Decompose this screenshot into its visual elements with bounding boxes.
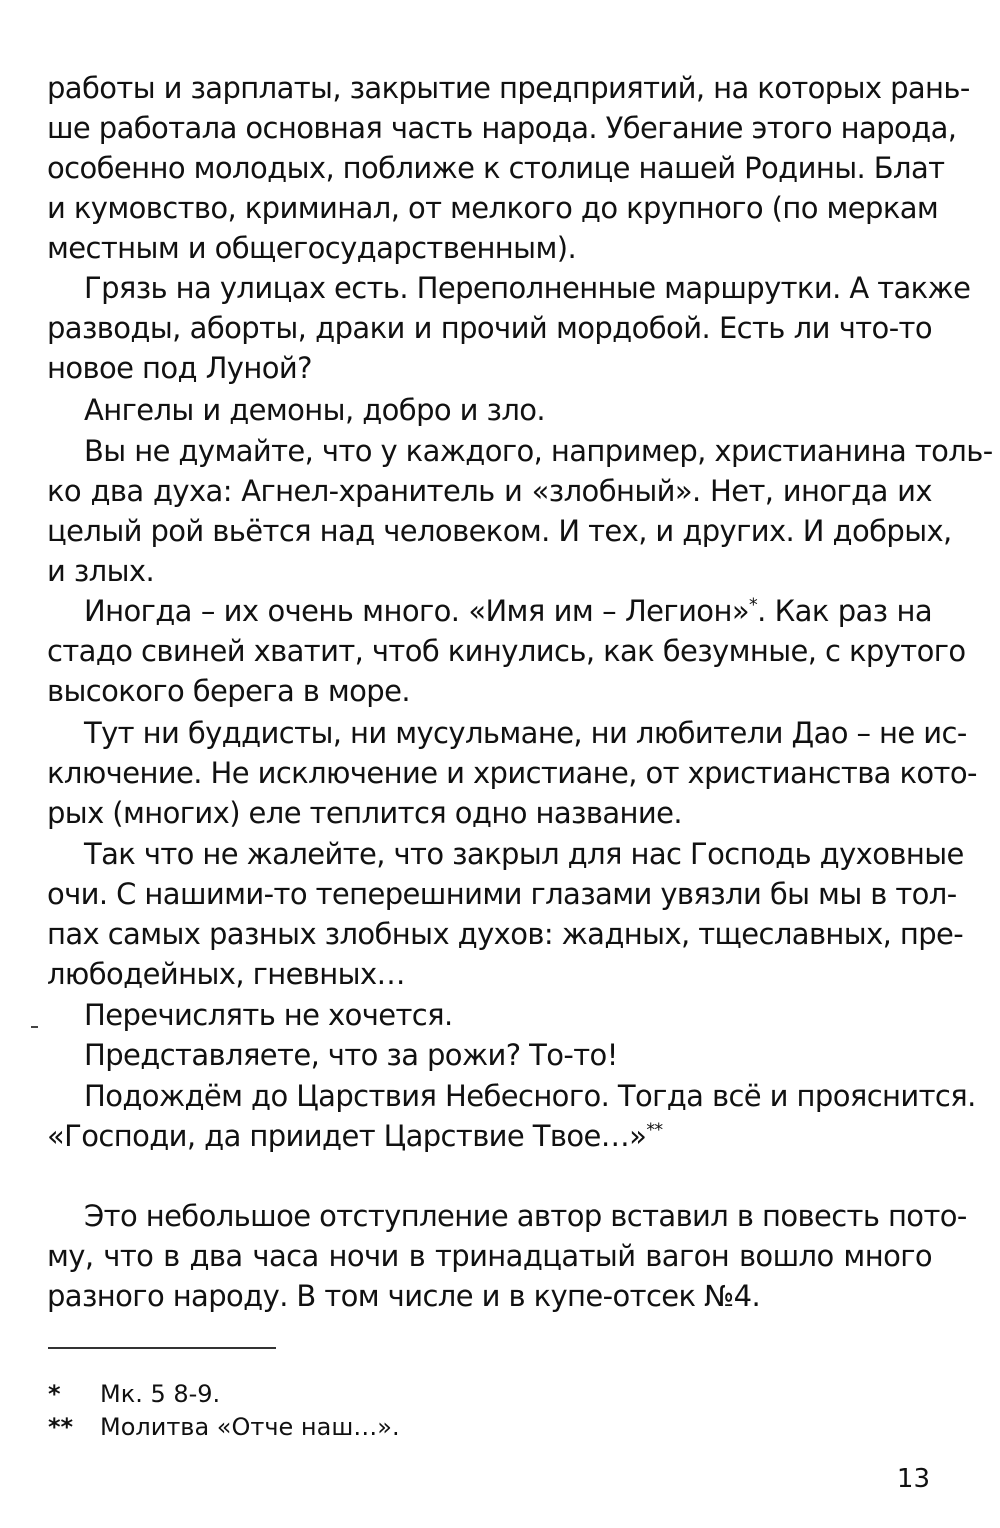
body-line: новое под Луной? xyxy=(47,351,312,385)
body-line: особенно молодых, поближе к столице нашей Родины. Блат xyxy=(47,151,945,185)
body-line: разводы, аборты, драки и прочий мордобой. Есть ли что-то xyxy=(47,311,932,345)
page-number: 13 xyxy=(896,1464,930,1494)
body-line: Перечислять не хочется. xyxy=(84,998,453,1032)
body-line: Грязь на улицах есть. Переполненные маршрутки. А также xyxy=(84,271,971,305)
body-line: работы и зарплаты, закрытие предприятий, на которых рань- xyxy=(47,71,970,105)
body-line: му, что в два часа ночи в тринадцатый вагон вошло много xyxy=(47,1239,932,1273)
body-line: Вы не думайте, что у каждого, например, христианина толь- xyxy=(84,434,993,468)
body-line: Подождём до Царствия Небесного. Тогда всё и прояснится. xyxy=(84,1079,976,1113)
body-line: ко два духа: Агнел-хранитель и «злобный». Нет, иногда их xyxy=(47,474,932,508)
body-line-legion xyxy=(84,591,932,631)
body-line: ше работала основная часть народа. Убегание этого народа, xyxy=(47,111,957,145)
body-line: и злых. xyxy=(47,554,155,588)
prayer-text: «Господи, да приидет Царствие Твое…» xyxy=(47,1119,647,1153)
footnote xyxy=(48,1411,400,1443)
footnote-mark: ** xyxy=(48,1413,74,1441)
scan-mark xyxy=(31,1026,38,1028)
body-line: очи. С нашими-то теперешними глазами увязли бы мы в тол- xyxy=(47,877,957,911)
footnote xyxy=(48,1378,220,1410)
body-line: высокого берега в море. xyxy=(47,674,410,708)
body-line: целый рой вьётся над человеком. И тех, и других. И добрых, xyxy=(47,514,952,548)
body-line: любодейных, гневных… xyxy=(47,957,405,991)
legion-text: Иногда – их очень много. «Имя им – Легион» xyxy=(84,594,749,628)
body-line: ключение. Не исключение и христиане, от христианства кото- xyxy=(47,756,977,790)
footnote-ref: * xyxy=(748,595,758,616)
body-line: Тут ни буддисты, ни мусульмане, ни любители Дао – не ис- xyxy=(84,716,967,750)
body-line: Представляете, что за рожи? То-то! xyxy=(84,1038,618,1072)
body-line: разного народу. В том числе и в купе-отсек №4. xyxy=(47,1279,761,1313)
body-line: местным и общегосударственным). xyxy=(47,231,577,265)
footnote-mark: * xyxy=(48,1380,61,1408)
footnote-text: Мк. 5 8-9. xyxy=(100,1380,221,1408)
body-line-prayer xyxy=(47,1116,932,1156)
body-line: Так что не жалейте, что закрыл для нас Господь духовные xyxy=(84,837,964,871)
body-line: рых (многих) еле теплится одно название. xyxy=(47,796,682,830)
body-line: пах самых разных злобных духов: жадных, тщеславных, пре- xyxy=(47,917,964,951)
body-line: Ангелы и демоны, добро и зло. xyxy=(84,393,546,427)
legion-tail: . Как раз на xyxy=(757,594,932,628)
footnote-divider xyxy=(48,1347,276,1349)
body-line: стадо свиней хватит, чтоб кинулись, как безумные, с крутого xyxy=(47,634,966,668)
body-line: и кумовство, криминал, от мелкого до крупного (по меркам xyxy=(47,191,939,225)
footnote-text: Молитва «Отче наш…». xyxy=(100,1413,400,1441)
body-line: Это небольшое отступление автор вставил в повесть пото- xyxy=(84,1199,967,1233)
footnote-ref: ** xyxy=(646,1120,663,1141)
